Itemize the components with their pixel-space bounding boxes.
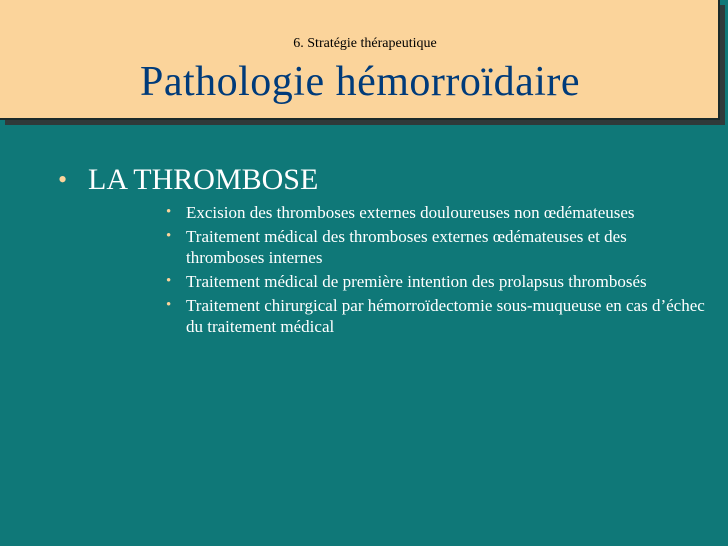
bullet-icon: •	[166, 297, 172, 313]
bullet-icon: •	[58, 165, 68, 194]
bullet-icon: •	[166, 228, 172, 244]
bullet-icon: •	[166, 204, 172, 220]
sub-bullet-list	[166, 202, 706, 337]
sub-bullet-item	[166, 202, 706, 223]
slide-title: Pathologie hémorroïdaire	[139, 59, 581, 105]
sub-bullet-item	[166, 271, 706, 292]
sub-bullet-text: Traitement chirurgical par hémorroïdectomie sous-muqueuse en cas d’échec du traitement médical	[186, 296, 705, 336]
bullet-icon: •	[166, 273, 172, 289]
sub-bullet-item	[166, 295, 706, 337]
main-bullet-text: LA THROMBOSE	[88, 163, 319, 196]
sub-bullet-item	[166, 226, 706, 268]
sub-bullet-text: Traitement médical de première intention des prolapsus thrombosés	[186, 272, 647, 291]
title-bar	[0, 0, 720, 120]
slide-subtitle: 6. Stratégie thérapeutique	[293, 36, 437, 51]
main-bullet	[58, 162, 698, 198]
sub-bullet-text: Excision des thromboses externes douloureuses non œdémateuses	[186, 203, 635, 222]
slide-content	[58, 162, 705, 340]
sub-bullet-text: Traitement médical des thromboses externes œdémateuses et des thromboses internes	[186, 227, 627, 267]
